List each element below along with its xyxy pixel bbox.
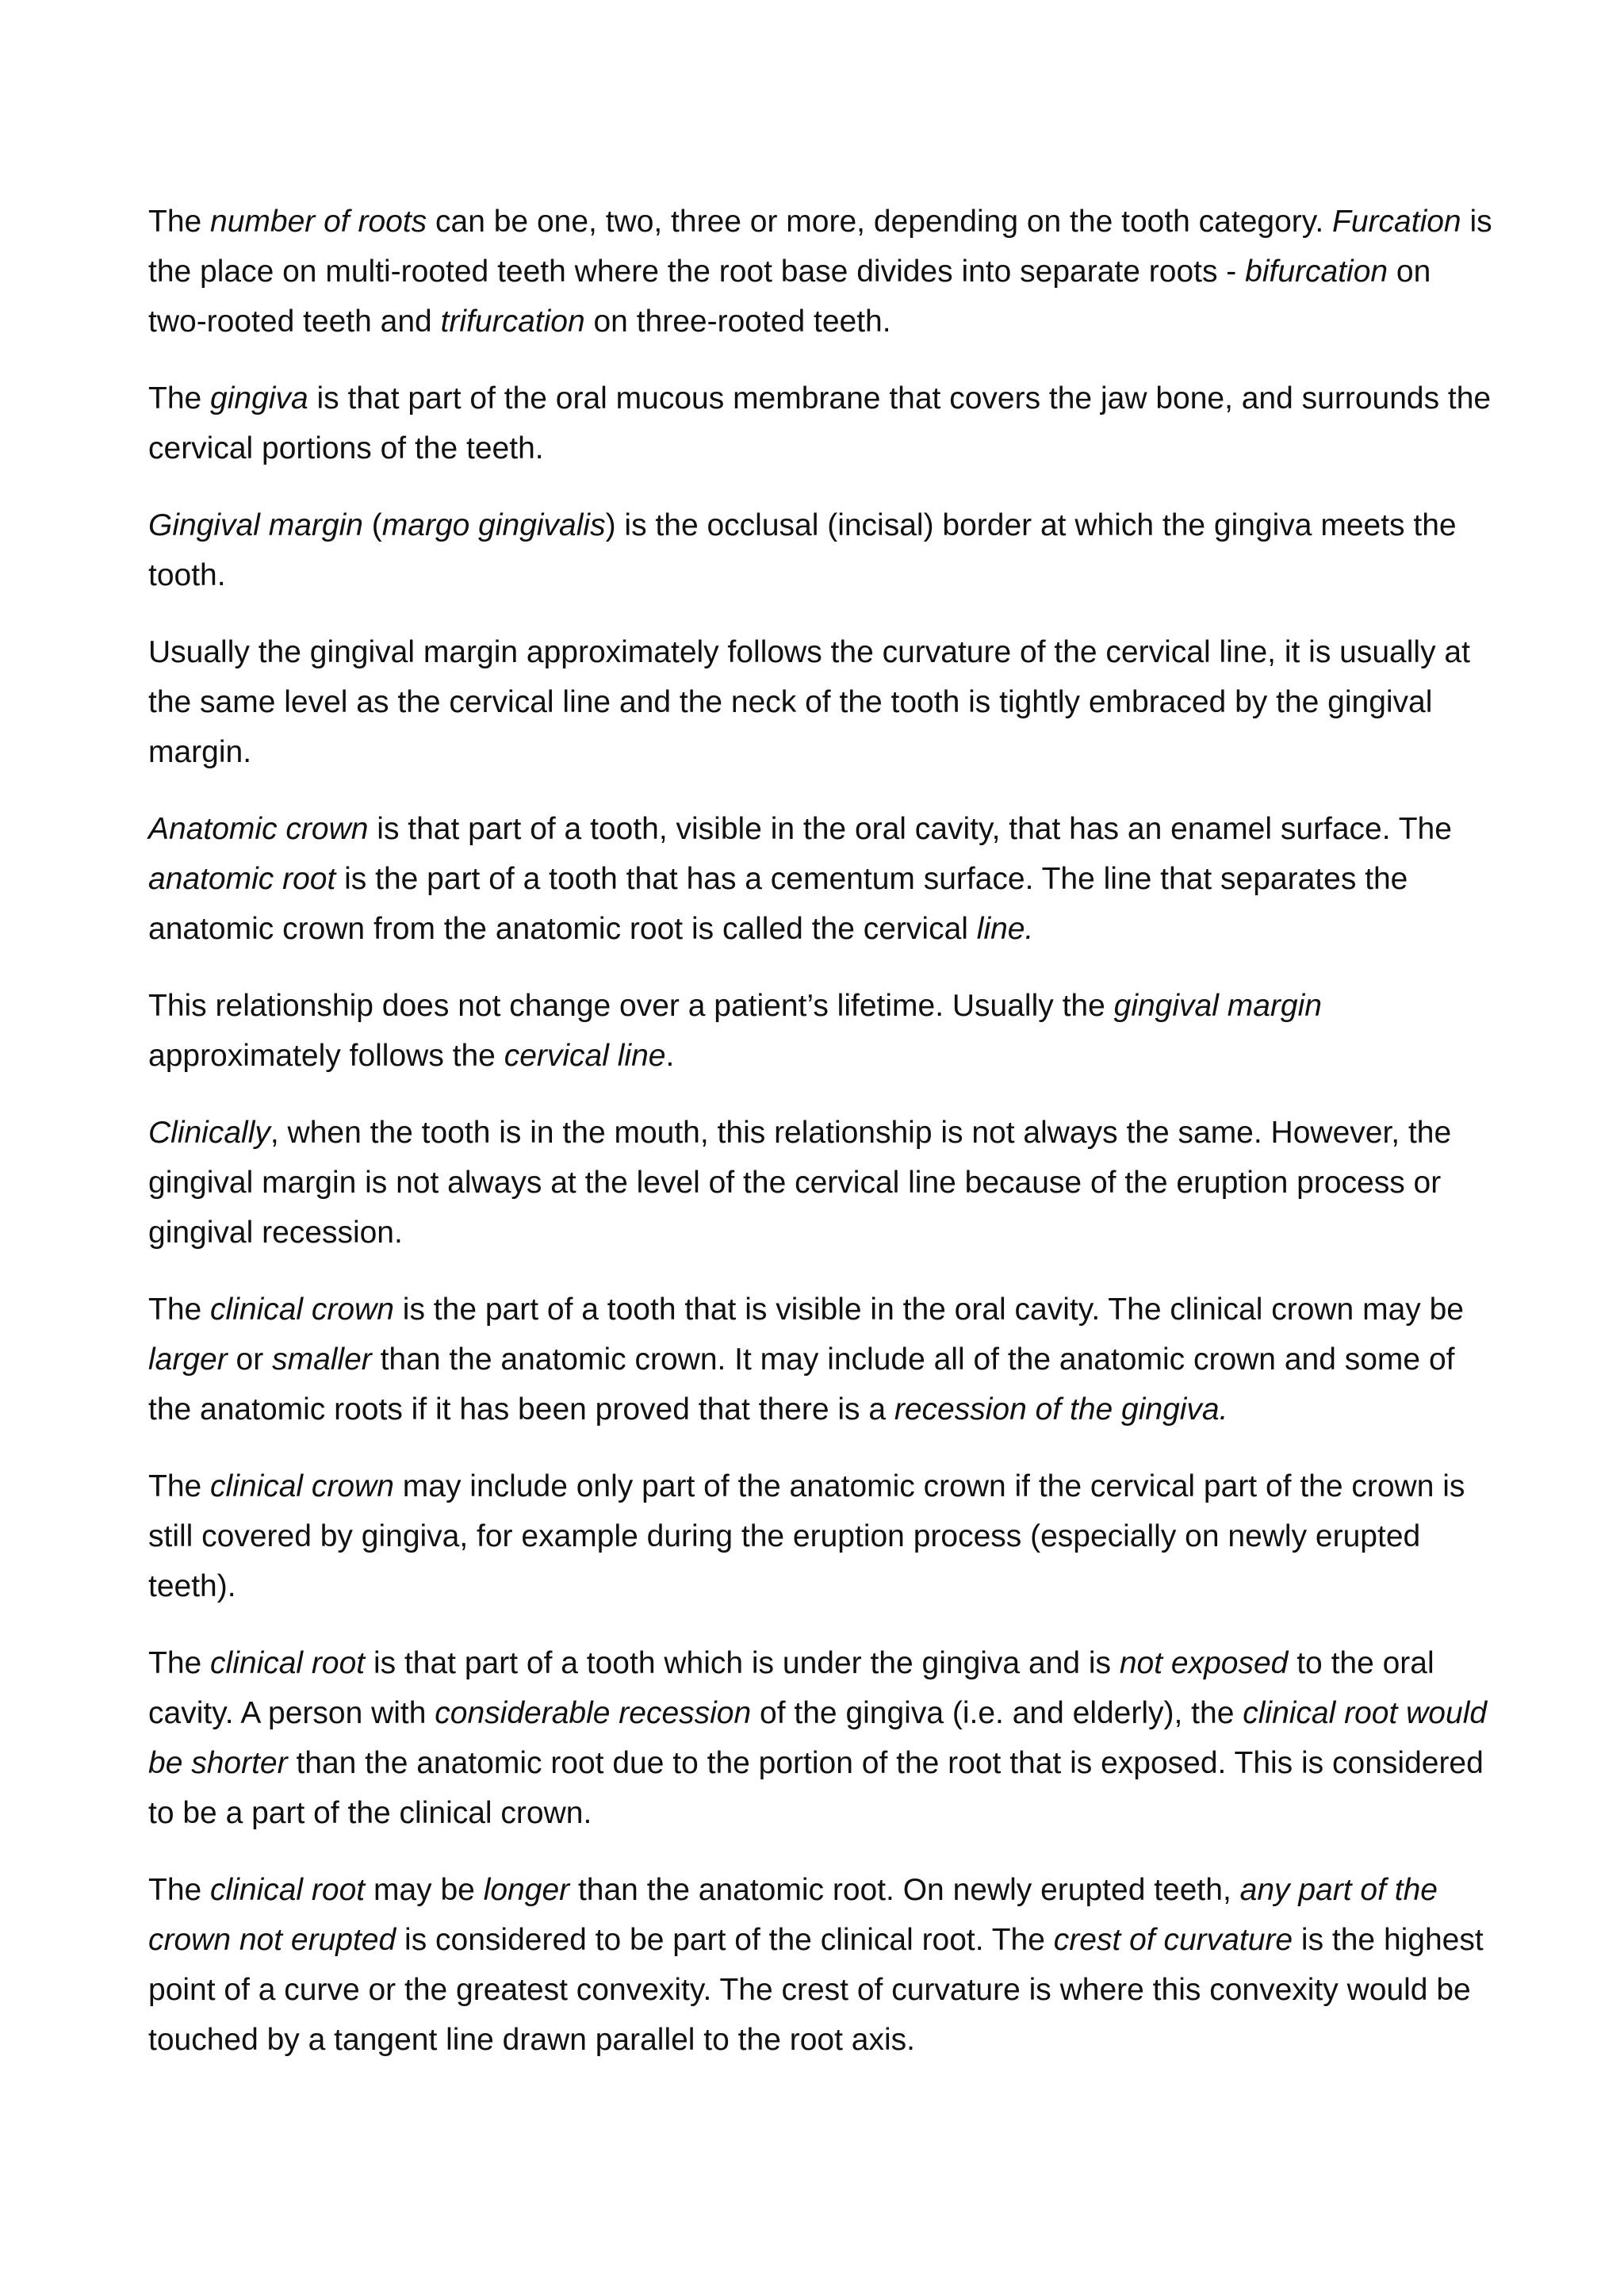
- italic-term: not exposed: [1119, 1646, 1289, 1680]
- italic-term: any part of the crown not erupted: [148, 1873, 1438, 1957]
- italic-term: clinical crown: [210, 1293, 394, 1327]
- document-page: [148, 197, 1496, 2092]
- paragraph-8: [148, 1285, 1496, 1434]
- italic-term: gingival margin: [1113, 989, 1322, 1023]
- text-run: The: [148, 1293, 211, 1327]
- italic-term: Anatomic crown: [148, 812, 369, 846]
- paragraph-9: [148, 1461, 1496, 1611]
- text-run: on two-rooted teeth and: [148, 255, 1431, 339]
- text-run: may include only part of the anatomic crown if the cervical part of the crown is still covered by gingiva, for example during the eruption process (especially on newly erupted teeth).: [148, 1469, 1465, 1603]
- text-run: The: [148, 1873, 211, 1907]
- italic-term: number of roots: [210, 205, 427, 239]
- text-run: The: [148, 381, 211, 416]
- italic-term: bifurcation: [1245, 255, 1388, 289]
- paragraph-7: [148, 1108, 1496, 1258]
- text-run: approximately follows the: [148, 1039, 504, 1073]
- text-run: (: [362, 508, 382, 542]
- text-run: is the highest point of a curve or the greatest convexity. The crest of curvature is where this convexity would be touched by a tangent line drawn parallel to the root axis.: [148, 1923, 1484, 2057]
- text-run: to the oral cavity. A person with: [148, 1646, 1434, 1730]
- text-run: This relationship does not change over a patient’s lifetime. Usually the: [148, 989, 1114, 1023]
- italic-term: recession of the gingiva.: [894, 1392, 1228, 1427]
- italic-term: considerable recession: [435, 1696, 752, 1730]
- italic-term: margo gingivalis: [381, 508, 606, 542]
- text-run: The: [148, 1469, 211, 1503]
- text-run: is the part of a tooth that is visible in the oral cavity. The clinical crown may be: [393, 1293, 1464, 1327]
- italic-term: longer: [483, 1873, 570, 1907]
- text-run: is the place on multi-rooted teeth where the root base divides into separate roots -: [148, 205, 1492, 289]
- text-run: , when the tooth is in the mouth, this relationship is not always the same. However, the gingival margin is not always at the level of the cervical line because of the eruption process or gingival recession.: [148, 1116, 1452, 1250]
- text-run: is that part of a tooth, visible in the oral cavity, that has an enamel surface. The: [368, 812, 1452, 846]
- italic-term: clinical root: [210, 1646, 366, 1680]
- italic-term: Gingival margin: [148, 508, 363, 542]
- italic-term: cervical line: [504, 1039, 666, 1073]
- italic-term: clinical root would be shorter: [148, 1696, 1488, 1780]
- text-run: than the anatomic root due to the portion of the root that is exposed. This is considered to be a part of the clinical crown.: [148, 1746, 1484, 1830]
- text-run: or: [227, 1342, 273, 1377]
- text-run: may be: [365, 1873, 484, 1907]
- text-run: The: [148, 1646, 211, 1680]
- paragraph-11: [148, 1865, 1496, 2065]
- italic-term: line.: [976, 912, 1034, 946]
- text-run: ) is the occlusal (incisal) border at which the gingiva meets the tooth.: [148, 508, 1457, 592]
- italic-term: larger: [148, 1342, 228, 1377]
- paragraph-3: [148, 500, 1496, 600]
- italic-term: smaller: [272, 1342, 372, 1377]
- text-run: on three-rooted teeth.: [584, 304, 891, 339]
- text-run: is that part of the oral mucous membrane that covers the jaw bone, and surrounds the cervical portions of the teeth.: [148, 381, 1492, 465]
- italic-term: gingiva: [210, 381, 308, 416]
- text-run: is considered to be part of the clinical root. The: [396, 1923, 1054, 1957]
- paragraph-2: [148, 373, 1496, 473]
- paragraph-1: [148, 197, 1496, 347]
- text-run: is the part of a tooth that has a cementum surface. The line that separates the anatomic crown from the anatomic root is called the cervical: [148, 862, 1408, 946]
- italic-term: clinical crown: [210, 1469, 394, 1503]
- text-run: The: [148, 205, 211, 239]
- italic-term: Clinically: [148, 1116, 270, 1150]
- paragraph-5: [148, 804, 1496, 954]
- italic-term: anatomic root: [148, 862, 336, 896]
- text-run: than the anatomic crown. It may include all of the anatomic crown and some of the anatomic roots if it has been proved that there is a: [148, 1342, 1455, 1427]
- paragraph-6: [148, 981, 1496, 1081]
- paragraph-4: [148, 627, 1496, 777]
- text-run: Usually the gingival margin approximately follows the curvature of the cervical line, it is usually at the same level as the cervical line and the neck of the tooth is tightly embraced by the gingival margin.: [148, 635, 1470, 769]
- italic-term: clinical root: [210, 1873, 366, 1907]
- text-run: than the anatomic root. On newly erupted teeth,: [569, 1873, 1240, 1907]
- italic-term: Furcation: [1332, 205, 1461, 239]
- italic-term: crest of curvature: [1053, 1923, 1293, 1957]
- text-run: is that part of a tooth which is under the gingiva and is: [365, 1646, 1120, 1680]
- text-run: .: [665, 1039, 675, 1073]
- text-run: can be one, two, three or more, depending on the tooth category.: [427, 205, 1333, 239]
- text-run: of the gingiva (i.e. and elderly), the: [751, 1696, 1243, 1730]
- paragraph-10: [148, 1638, 1496, 1838]
- italic-term: trifurcation: [440, 304, 585, 339]
